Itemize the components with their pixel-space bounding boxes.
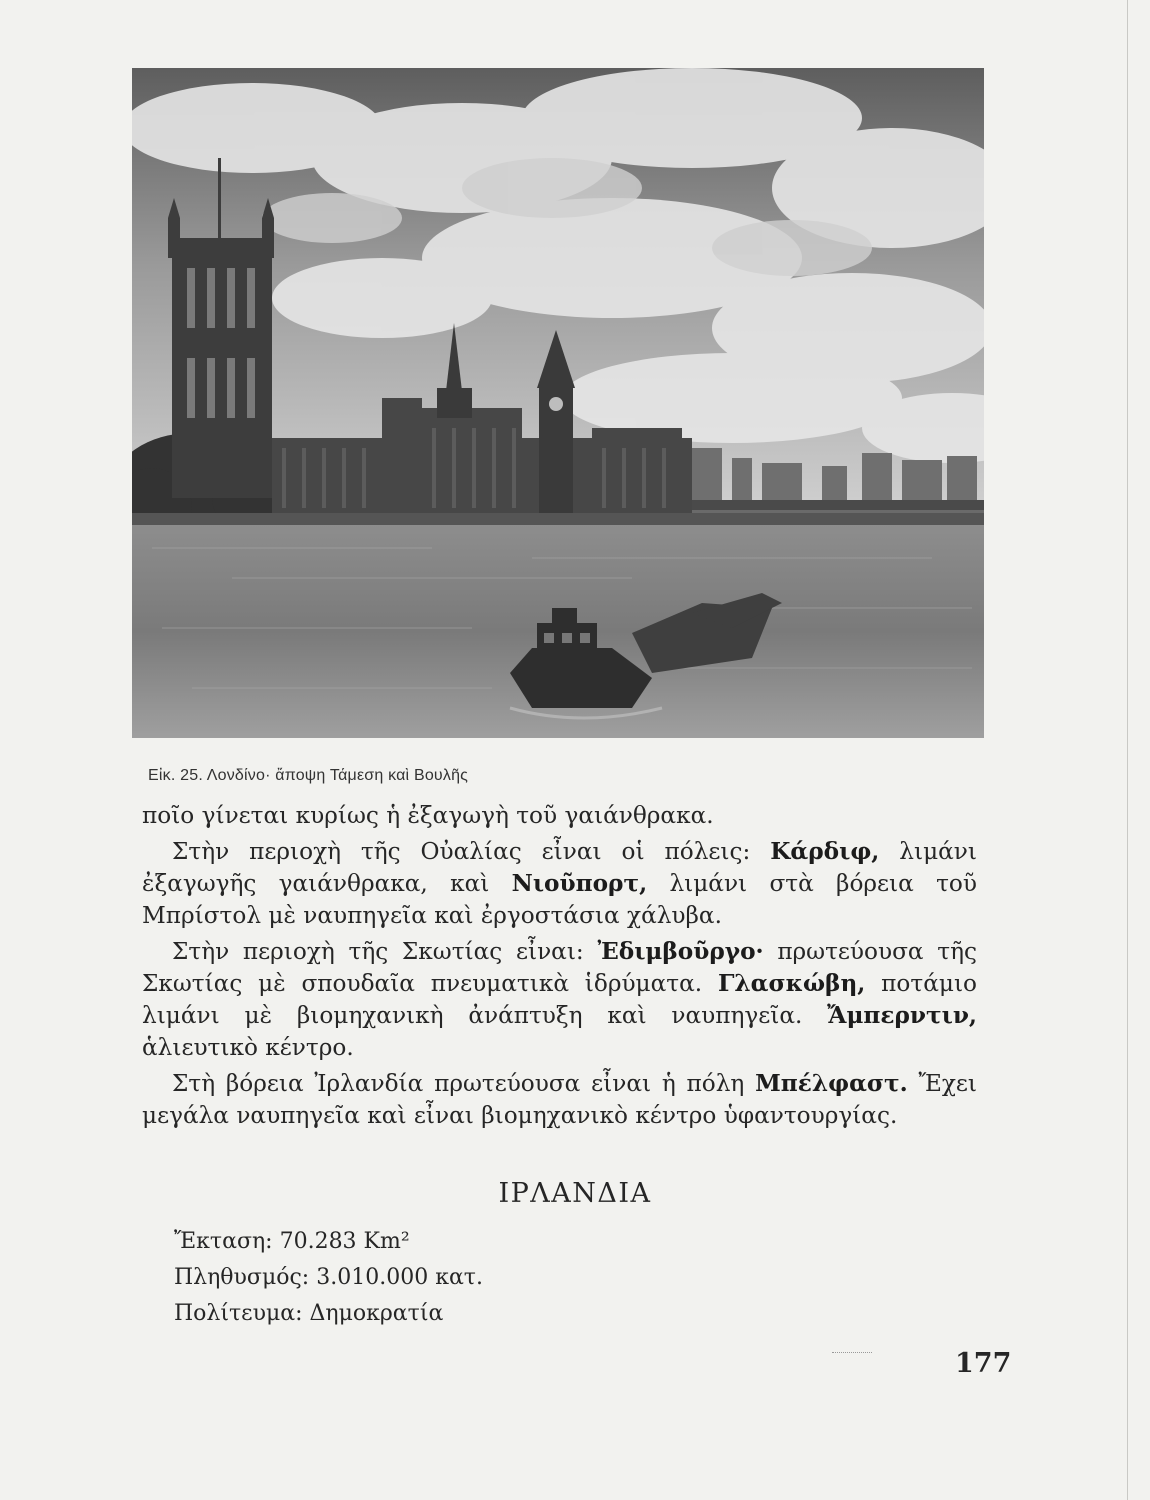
text-run: Στὴ βόρεια Ἰρλανδία πρωτεύουσα εἶναι ἡ πόλη [172,1070,756,1097]
bridge [692,500,984,514]
text-run: πρωτεύουσα τῆς Σκωτίας μὲ σπουδαῖα πνευματικὰ ἱδρύματα. [142,938,977,997]
city-name: Νιοῦπορτ, [511,870,648,897]
stat-label: Πολίτευμα: [174,1301,303,1326]
section-title: ΙΡΛΑΝΔΙΑ [498,1178,652,1209]
text-run: λιμάνι ἐξαγωγῆς γαιάνθρακα, καὶ [142,838,977,897]
country-stats [174,1224,483,1332]
stat-label: Πληθυσμός: [174,1265,310,1290]
city-name: Ἐδιμβοῦργο· [597,938,764,965]
stat-value: 3.010.000 κατ. [316,1265,483,1290]
figure-photo [132,68,984,738]
paragraph [142,800,977,832]
stat-value: Δημοκρατία [309,1301,444,1326]
text-run: Στὴν περιοχὴ τῆς Σκωτίας εἶναι: [172,938,598,965]
text-run: Στὴν περιοχὴ τῆς Οὐαλίας εἶναι οἱ πόλεις: [172,838,771,865]
page-edge-line [1127,0,1128,1500]
stat-value: 70.283 Km² [279,1229,410,1254]
dotted-mark [832,1352,872,1353]
page-number: 177 [955,1348,1012,1379]
paragraph [142,936,977,1064]
city-name: Μπέλφαστ. [755,1070,908,1097]
paragraph [142,1068,977,1132]
body-text [142,800,977,1132]
stat-government [174,1296,483,1332]
text-run: Ἔχει μεγάλα ναυπηγεῖα καὶ εἶναι βιομηχανικὸ κέντρο ὑφαντουργίας. [142,1070,978,1129]
text-run: ποῖο γίνεται κυρίως ἡ ἐξαγωγὴ τοῦ γαιάνθρακα. [142,802,714,829]
text-run: λιμάνι στὰ βόρεια τοῦ Μπρίστολ μὲ ναυπηγεῖα καὶ ἐργοστάσια χάλυβα. [142,870,977,929]
figure-caption: Εἰκ. 25. Λονδίνο· ἄποψη Τάμεση καὶ Βουλῆς [148,767,469,784]
stat-label: Ἔκταση: [174,1229,273,1254]
city-name: Κάρδιφ, [770,838,880,865]
text-run: ποτάμιο λιμάνι μὲ βιομηχανικὴ ἀνάπτυξη καὶ ναυπηγεῖα. [142,970,977,1029]
city-name: Γλασκώβη, [717,970,866,997]
clock-face [549,397,563,411]
stat-area [174,1224,483,1260]
embankment [132,513,984,525]
text-run: ἁλιευτικὸ κέντρο. [142,1034,354,1061]
paragraph [142,836,977,932]
stat-population [174,1260,483,1296]
city-name: Ἄμπερντιν, [827,1002,977,1029]
